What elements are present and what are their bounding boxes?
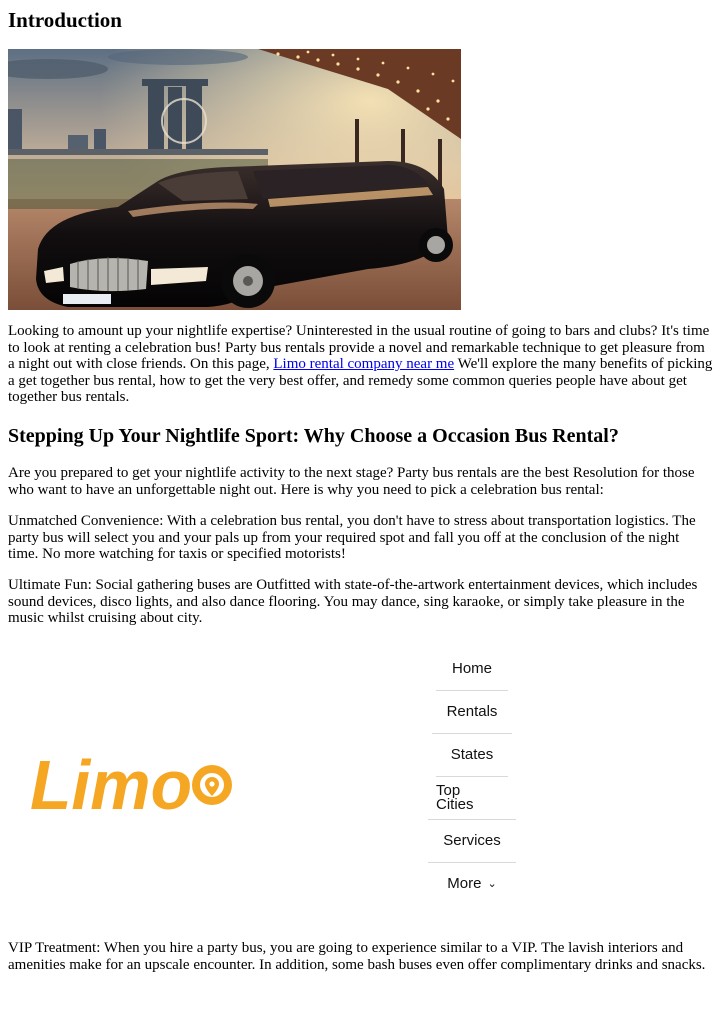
nav-services-label: Services: [443, 832, 501, 849]
site-header-embed: [8, 648, 713, 918]
nav-top-cities[interactable]: [422, 777, 522, 819]
fun-paragraph: Ultimate Fun: Social gathering buses are Outfitted with state-of-the-artwork entertainment devices, which includes sound devices, disco lights, and also dance flooring. You may dance, sing karaoke, or simply take pleasure in the music whilst cruising about city.: [8, 577, 698, 626]
nav-more[interactable]: [422, 863, 522, 905]
nav-states[interactable]: [422, 734, 522, 776]
nightlife-heading: Stepping Up Your Nightlife Sport: Why Choose a Occasion Bus Rental?: [8, 425, 619, 447]
nav-top-cities-label-line1: Top: [436, 782, 461, 799]
nav-rentals[interactable]: [422, 691, 522, 733]
main-nav: [422, 648, 522, 905]
convenience-paragraph: Unmatched Convenience: With a celebration bus rental, you don't have to stress about transportation logistics. The party bus will select you and your pals up from your required spot and fall you off at the conclusion of the night time. No more watching for taxis or specified motorists!: [8, 513, 696, 562]
limousine-photo: [8, 49, 461, 310]
vip-paragraph: VIP Treatment: When you hire a party bus, you are going to experience similar to a VIP. The lavish interiors and amenities make for an upscale encounter. In addition, some bash buses even offer complimentary drinks and snacks.: [8, 940, 706, 973]
intro-text-start: Looking to amount up your nightlife expertise? Uninterested in the usual routine of going to bars and clubs? It's time to look at renting a celebration bus! Party bus rentals provide a novel and remarkable technique to get pleasure from a night out with close friends. On this page,: [8, 323, 710, 372]
nav-top-cities-label-line2: Cities: [436, 796, 474, 813]
intro-heading: Introduction: [8, 8, 122, 32]
nav-states-label: States: [450, 746, 494, 763]
nav-more-label: More: [447, 875, 482, 892]
limo-logo[interactable]: [30, 747, 235, 817]
nav-home-label: Home: [451, 660, 492, 677]
nav-home[interactable]: [422, 648, 522, 690]
logo-text: Limo: [30, 747, 192, 817]
nav-rentals-label: Rentals: [446, 703, 498, 720]
intro-paragraph: [8, 323, 713, 406]
prepared-paragraph: Are you prepared to get your nightlife activity to the next stage? Party bus rentals are the best Resolution for those who want to have an unforgettable night out. Here is why you need to pick a celebration bus rental:: [8, 465, 695, 498]
chevron-down-icon: ⌄: [487, 878, 497, 890]
nav-services[interactable]: [422, 820, 522, 862]
intro-text-end: We'll explore the many benefits of picking a get together bus rental, how to get the very best offer, and remedy some common queries people have about get together bus rentals.: [8, 356, 713, 405]
limo-rental-link[interactable]: Limo rental company near me: [273, 356, 455, 372]
